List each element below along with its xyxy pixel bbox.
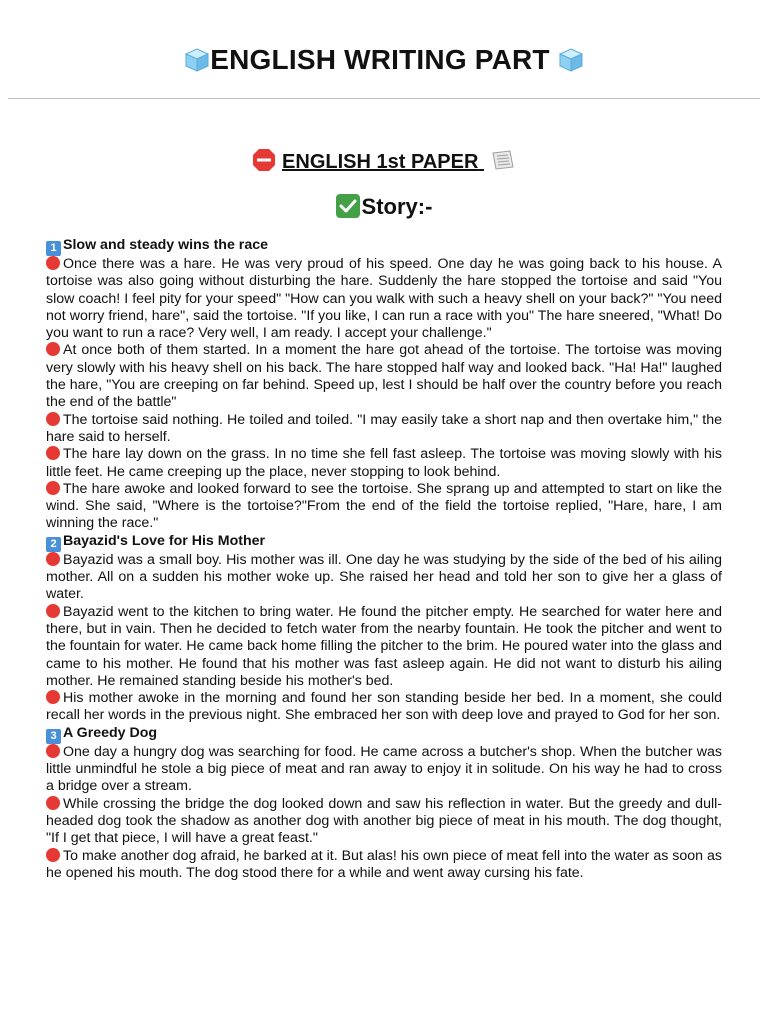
- story-paragraph: While crossing the bridge the dog looked down and saw his reflection in water. But the greedy and dull-headed dog took the shadow as another dog with another big piece of meat in his mouth. The dog thought, "If I get that piece, I will have a great feast.": [46, 795, 722, 847]
- story-paragraph: One day a hungry dog was searching for food. He came across a butcher's shop. When the butcher was little unmindful he stole a big piece of meat and ran away to enjoy it in solitude. On his way he had to cross a bridge over a stream.: [46, 743, 722, 795]
- paper-title: [0, 148, 768, 176]
- story-heading: [46, 725, 722, 744]
- paper-title-text: ENGLISH 1st PAPER: [282, 151, 479, 173]
- story-heading: [46, 533, 722, 552]
- story-paragraph: The tortoise said nothing. He toiled and toiled. "I may easily take a short nap and then overtake him," the hare said to herself.: [46, 411, 722, 445]
- red-circle-icon: [46, 412, 60, 426]
- red-circle-icon: [46, 848, 60, 862]
- number-badge-icon: 1: [46, 241, 61, 256]
- red-circle-icon: [46, 256, 60, 270]
- red-circle-icon: [46, 552, 60, 566]
- paper-title-underline-space: [478, 151, 484, 173]
- page-title: [0, 40, 768, 80]
- story-paragraph: Bayazid went to the kitchen to bring water. He found the pitcher empty. He searched for water here and there, but in vain. Then he decided to fetch water from the nearby fountain. He took the pitcher and went to the fountain for water. He came back home filling the pitcher to the brim. He poured water into the glass and came to his mother. He found that his mother was fast asleep again. He did not want to disturb his ailing mother. He remained standing beside his mother's bed.: [46, 603, 722, 689]
- story-content: [46, 237, 722, 882]
- section-title: [0, 192, 768, 222]
- story-paragraph: To make another dog afraid, he barked at it. But alas! his own piece of meat fell into the water as soon as he opened his mouth. The dog stood there for a while and went away cursing his fate.: [46, 847, 722, 881]
- story-title: Slow and steady wins the race: [63, 237, 268, 253]
- red-circle-icon: [46, 342, 60, 356]
- story-paragraph: The hare awoke and looked forward to see the tortoise. She sprang up and attempted to start on like the wind. She said, "Where is the tortoise?"From the end of the field the tortoise replied, "Hare, hare, I am winning the race.": [46, 480, 722, 532]
- story-paragraph: His mother awoke in the morning and found her son standing beside her bed. In a moment, she could recall her words in the previous night. She embraced her son with deep love and prayed to God for her son.: [46, 690, 722, 724]
- story-paragraph: Bayazid was a small boy. His mother was ill. One day he was studying by the side of the bed of his ailing mother. All on a sudden his mother woke up. She raised her head and told her son to give her a glass of water.: [46, 551, 722, 603]
- story-title: A Greedy Dog: [63, 724, 158, 741]
- story-heading: [46, 237, 722, 256]
- ice-cube-icon: [184, 47, 210, 73]
- story-paragraph: At once both of them started. In a moment the hare got ahead of the tortoise. The tortoise was moving very slowly with his heavy shell on his back. The hare stopped half way and looked back. "Ha! Ha!" laughed the hare, "You are creeping on far behind. Speed up, lest I should be half over the country before you reach the end of the battle": [46, 342, 722, 411]
- red-circle-icon: [46, 446, 60, 460]
- divider: [8, 98, 760, 99]
- red-circle-icon: [46, 604, 60, 618]
- section-title-text: Story:-: [361, 194, 433, 219]
- story-title: Bayazid's Love for His Mother: [63, 532, 266, 549]
- check-mark-icon: [336, 194, 360, 218]
- red-circle-icon: [46, 796, 60, 810]
- newspaper-icon: [490, 149, 516, 171]
- red-circle-icon: [46, 481, 60, 495]
- story-paragraph: The hare lay down on the grass. In no time she fell fast asleep. The tortoise was moving slowly with his little feet. He came creeping up the place, never stopping to look behind.: [46, 446, 722, 480]
- number-badge-icon: 3: [46, 729, 61, 744]
- red-circle-icon: [46, 744, 60, 758]
- number-badge-icon: 2: [46, 537, 61, 552]
- red-circle-icon: [46, 690, 60, 704]
- story-paragraph: Once there was a hare. He was very proud of his speed. One day he was going back to his house. A tortoise was also going without disturbing the hare. Suddenly the hare stopped the tortoise and said "You slow coach! I feel pity for your speed" "How can you walk with such a heavy shell on your back?" "You need not worry friend, hare", said the tortoise. "If you like, I can run a race with you" The hare sneered, "What! Do you want to run a race? Very well, I am ready. I accept your challenge.": [46, 256, 722, 342]
- ice-cube-icon: [558, 47, 584, 73]
- stop-sign-icon: [252, 148, 276, 172]
- page-title-text: ENGLISH WRITING PART: [210, 44, 550, 75]
